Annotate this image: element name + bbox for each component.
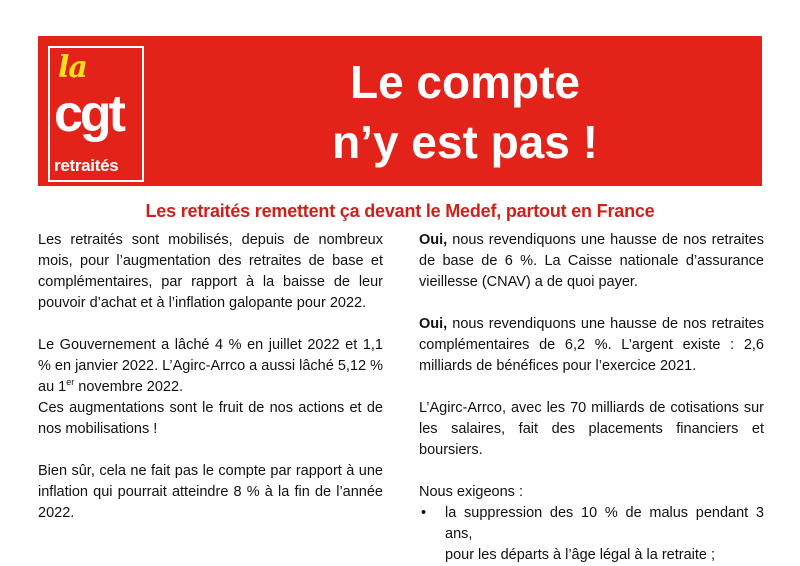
bullet-icon: • <box>421 505 427 521</box>
title-line-1: Le compte <box>349 56 581 108</box>
list-item-text <box>445 503 764 566</box>
paragraph-mobilisation: Les retraités sont mobilisés, depuis de nombreux mois, pour l’augmentation des retraites de base et complémentaires, par rapport à la baisse de leur pouvoir d’achat et à l’inflation galopante pour 2022. <box>38 232 383 311</box>
cgt-retraites-logo <box>48 46 144 182</box>
paragraph-exigences-intro: Nous exigeons : <box>419 484 523 500</box>
ordinal-superscript: er <box>66 377 75 388</box>
paragraph-inflation: Bien sûr, cela ne fait pas le compte par rapport à une inflation qui pourrait atteindre 8 % à la fin de l’année 2022. <box>38 463 383 521</box>
paragraph-retraites-base <box>419 230 764 293</box>
oui-emphasis-2: Oui, <box>419 316 448 332</box>
logo-la-text: la <box>58 50 87 85</box>
paragraph-retraites-complementaires <box>419 314 764 377</box>
page-title <box>200 52 730 172</box>
augmentations-result: Ces augmentations sont le fruit de nos actions et de nos mobilisations ! <box>38 400 383 437</box>
title-line-2: n’y est pas ! <box>332 116 598 168</box>
augmentations-date: novembre 2022. <box>74 379 184 395</box>
retraites-complementaires-text: nous revendiquons une hausse de nos retraites complémentaires de 6,2 %. L’argent existe : 2,6 milliards de bénéfices pour l’exercice 2021. <box>419 316 764 374</box>
augmentations-text: Le Gouvernement a lâché 4 % en juillet 2022 et 1,1 % en janvier 2022. L’Agirc-Arrco a aussi lâché 5,12 % au 1 <box>38 337 383 395</box>
retraites-base-text: nous revendiquons une hausse de nos retraites de base de 6 %. La Caisse nationale d’assurance vieillesse (CNAV) a de quoi payer. <box>419 232 764 290</box>
right-column <box>419 230 764 566</box>
subtitle: Les retraités remettent ça devant le Medef, partout en France <box>145 201 655 221</box>
logo-cgt-text: cgt <box>54 85 123 143</box>
list-item-line-1: la suppression des 10 % de malus pendant 3 ans, <box>445 505 764 542</box>
list-item <box>419 503 764 566</box>
paragraph-agirc-arrco: L’Agirc-Arrco, avec les 70 milliards de cotisations sur les salaires, fait des placements financiers et boursiers. <box>419 400 764 458</box>
list-item-line-2: pour les départs à l’âge légal à la retraite ; <box>445 547 716 563</box>
paragraph-augmentations <box>38 335 383 440</box>
left-column <box>38 230 383 545</box>
oui-emphasis-1: Oui, <box>419 232 448 248</box>
logo-retraites-text: retraités <box>54 156 119 175</box>
